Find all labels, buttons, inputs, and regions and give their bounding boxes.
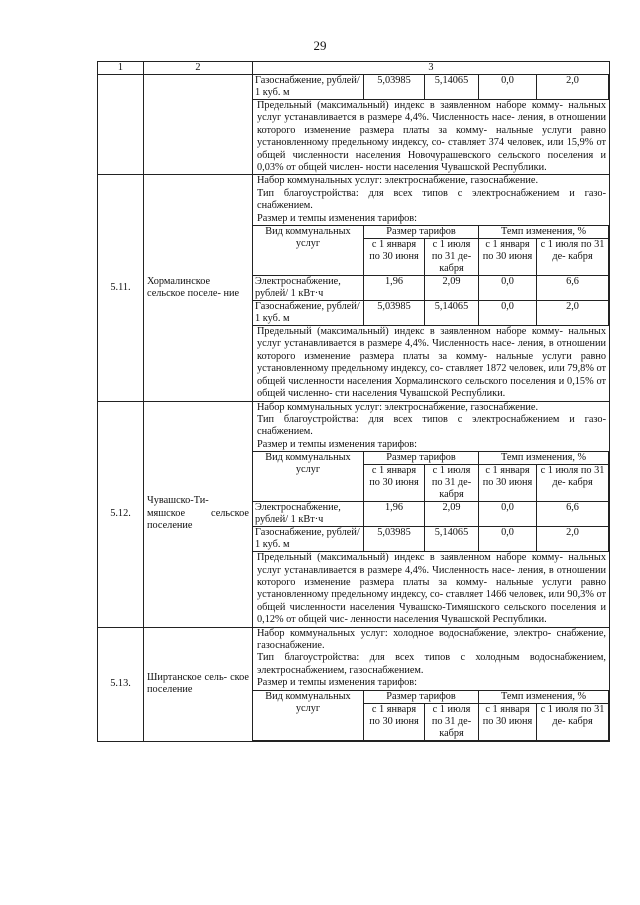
note-text: Предельный (максимальный) индекс в заявленном наборе комму- нальных услуг устанавливается в размере 4,4%. Численность насе- ления, в отношении которого изменение размера платы за комму- нальные услуги равно установленному предельному индексу, со- ставляет 1872 человек, или 79,8% от общей численности населения Хормалинского сельского поселения и 0,15% от общей численно- сти населения Чувашской Республики. [257, 326, 606, 400]
value-cell: 2,0 [537, 301, 609, 326]
number-cell [98, 75, 144, 175]
size-header: Размер тарифов [364, 452, 479, 465]
value-cell: 0,0 [479, 301, 537, 326]
value-cell: 6,6 [537, 276, 609, 301]
period-header: с 1 июля по 31 де- кабря [537, 465, 609, 502]
size-header: Размер тарифов [364, 226, 479, 239]
value-cell: 5,03985 [364, 527, 425, 552]
period-header: с 1 января по 30 июня [364, 239, 425, 276]
value-cell: 0,0 [479, 276, 537, 301]
table-row [98, 627, 610, 741]
value-cell: 0,0 [479, 75, 537, 100]
value-cell: 2,0 [537, 527, 609, 552]
service-label: Газоснабжение, рублей/ 1 куб. м [253, 527, 364, 552]
value-cell: 1,96 [364, 276, 425, 301]
content-cell [253, 75, 610, 175]
value-cell: 5,14065 [425, 527, 479, 552]
settlement-name: Чувашско-Ти- мяшское сельское поселение [144, 401, 253, 627]
value-cell: 0,0 [479, 502, 537, 527]
period-header: с 1 января по 30 июня [479, 239, 537, 276]
period-header: с 1 июля по 31 де- кабря [537, 703, 609, 740]
tariff-caption: Размер и темпы изменения тарифов: [257, 677, 418, 689]
value-cell: 5,14065 [425, 301, 479, 326]
header-cell: 3 [253, 62, 610, 75]
improvement-type: Тип благоустройства: для всех типов с холодным водоснабжением, электроснабжением, газоснабжением. [257, 652, 606, 676]
row-number: 5.11. [98, 175, 144, 401]
rate-header: Темп изменения, % [479, 226, 609, 239]
tariff-caption: Размер и темпы изменения тарифов: [257, 212, 418, 224]
value-cell: 1,96 [364, 502, 425, 527]
service-label: Газоснабжение, рублей/ 1 куб. м [253, 301, 364, 326]
period-header: с 1 января по 30 июня [364, 703, 425, 740]
value-cell: 2,0 [537, 75, 609, 100]
page-number: 29 [313, 38, 327, 53]
value-cell: 2,09 [425, 502, 479, 527]
value-cell: 5,03985 [364, 301, 425, 326]
header-cell: 1 [98, 62, 144, 75]
table-row [98, 75, 610, 175]
period-header: с 1 июля по 31 де- кабря [425, 239, 479, 276]
settlement-name: Хормалинское сельское поселе- ние [144, 175, 253, 401]
rate-table [252, 451, 609, 552]
content-cell [253, 627, 610, 741]
period-header: с 1 января по 30 июня [479, 703, 537, 740]
kind-header: Вид коммунальных услуг [253, 690, 364, 740]
service-set: Набор коммунальных услуг: электроснабжение, газоснабжение. [257, 401, 539, 413]
value-cell: 6,6 [537, 502, 609, 527]
header-row [98, 62, 610, 75]
rate-table [252, 75, 609, 100]
service-set: Набор коммунальных услуг: холодное водоснабжение, электро- снабжение, газоснабжение. [257, 627, 606, 651]
rate-header: Темп изменения, % [479, 690, 609, 703]
table-row [98, 175, 610, 401]
value-cell: 0,0 [479, 527, 537, 552]
period-header: с 1 января по 30 июня [364, 465, 425, 502]
settlement-name: Ширтанское сель- ское поселение [144, 627, 253, 741]
service-label: Электроснабжение, рублей/ 1 кВт·ч [253, 502, 364, 527]
service-label: Газоснабжение, рублей/ 1 куб. м [253, 75, 364, 100]
rate-table [252, 225, 609, 326]
period-header: с 1 июля по 31 де- кабря [425, 465, 479, 502]
value-cell: 5,03985 [364, 75, 425, 100]
period-header: с 1 января по 30 июня [479, 465, 537, 502]
improvement-type: Тип благоустройства: для всех типов с электроснабжением и газо- снабжением. [257, 413, 606, 438]
rate-table [252, 690, 609, 741]
service-label: Электроснабжение, рублей/ 1 кВт·ч [253, 276, 364, 301]
row-number: 5.13. [98, 627, 144, 741]
size-header: Размер тарифов [364, 690, 479, 703]
period-header: с 1 июля по 31 де- кабря [537, 239, 609, 276]
header-cell: 2 [144, 62, 253, 75]
note-text: Предельный (максимальный) индекс в заявленном наборе комму- нальных услуг устанавливается в размере 4,4%. Численность насе- ления, в отношении которого изменение размера платы за комму- нальные услуги равно установленному предельному индексу, со- ставляет 1466 человек, или 90,3% от общей численности населения Чувашско-Тимяшского сельского поселения и 0,12% от общей чис- ленности населения Чувашской Республики. [257, 552, 606, 626]
tariff-table [97, 61, 610, 742]
note-text: Предельный (максимальный) индекс в заявленном наборе комму- нальных услуг устанавливается в размере 4,4%. Численность насе- ления, в отношении которого изменение размера платы за комму- нальные услуги равно установленному предельному индексу, со- ставляет 374 человек, или 15,9% от общей численности населения Новочурашевского сельского поселения и 0,03% от общей числен- ности населения Чувашской Республики. [257, 100, 606, 174]
period-header: с 1 июля по 31 де- кабря [425, 703, 479, 740]
rate-header: Темп изменения, % [479, 452, 609, 465]
improvement-type: Тип благоустройства: для всех типов с электроснабжением и газо- снабжением. [257, 187, 606, 212]
kind-header: Вид коммунальных услуг [253, 452, 364, 502]
row-number: 5.12. [98, 401, 144, 627]
content-cell [253, 175, 610, 401]
content-cell [253, 401, 610, 627]
value-cell: 2,09 [425, 276, 479, 301]
name-cell [144, 75, 253, 175]
value-cell: 5,14065 [425, 75, 479, 100]
table-row [98, 401, 610, 627]
service-set: Набор коммунальных услуг: электроснабжение, газоснабжение. [257, 175, 539, 187]
tariff-caption: Размер и темпы изменения тарифов: [257, 438, 418, 450]
kind-header: Вид коммунальных услуг [253, 226, 364, 276]
